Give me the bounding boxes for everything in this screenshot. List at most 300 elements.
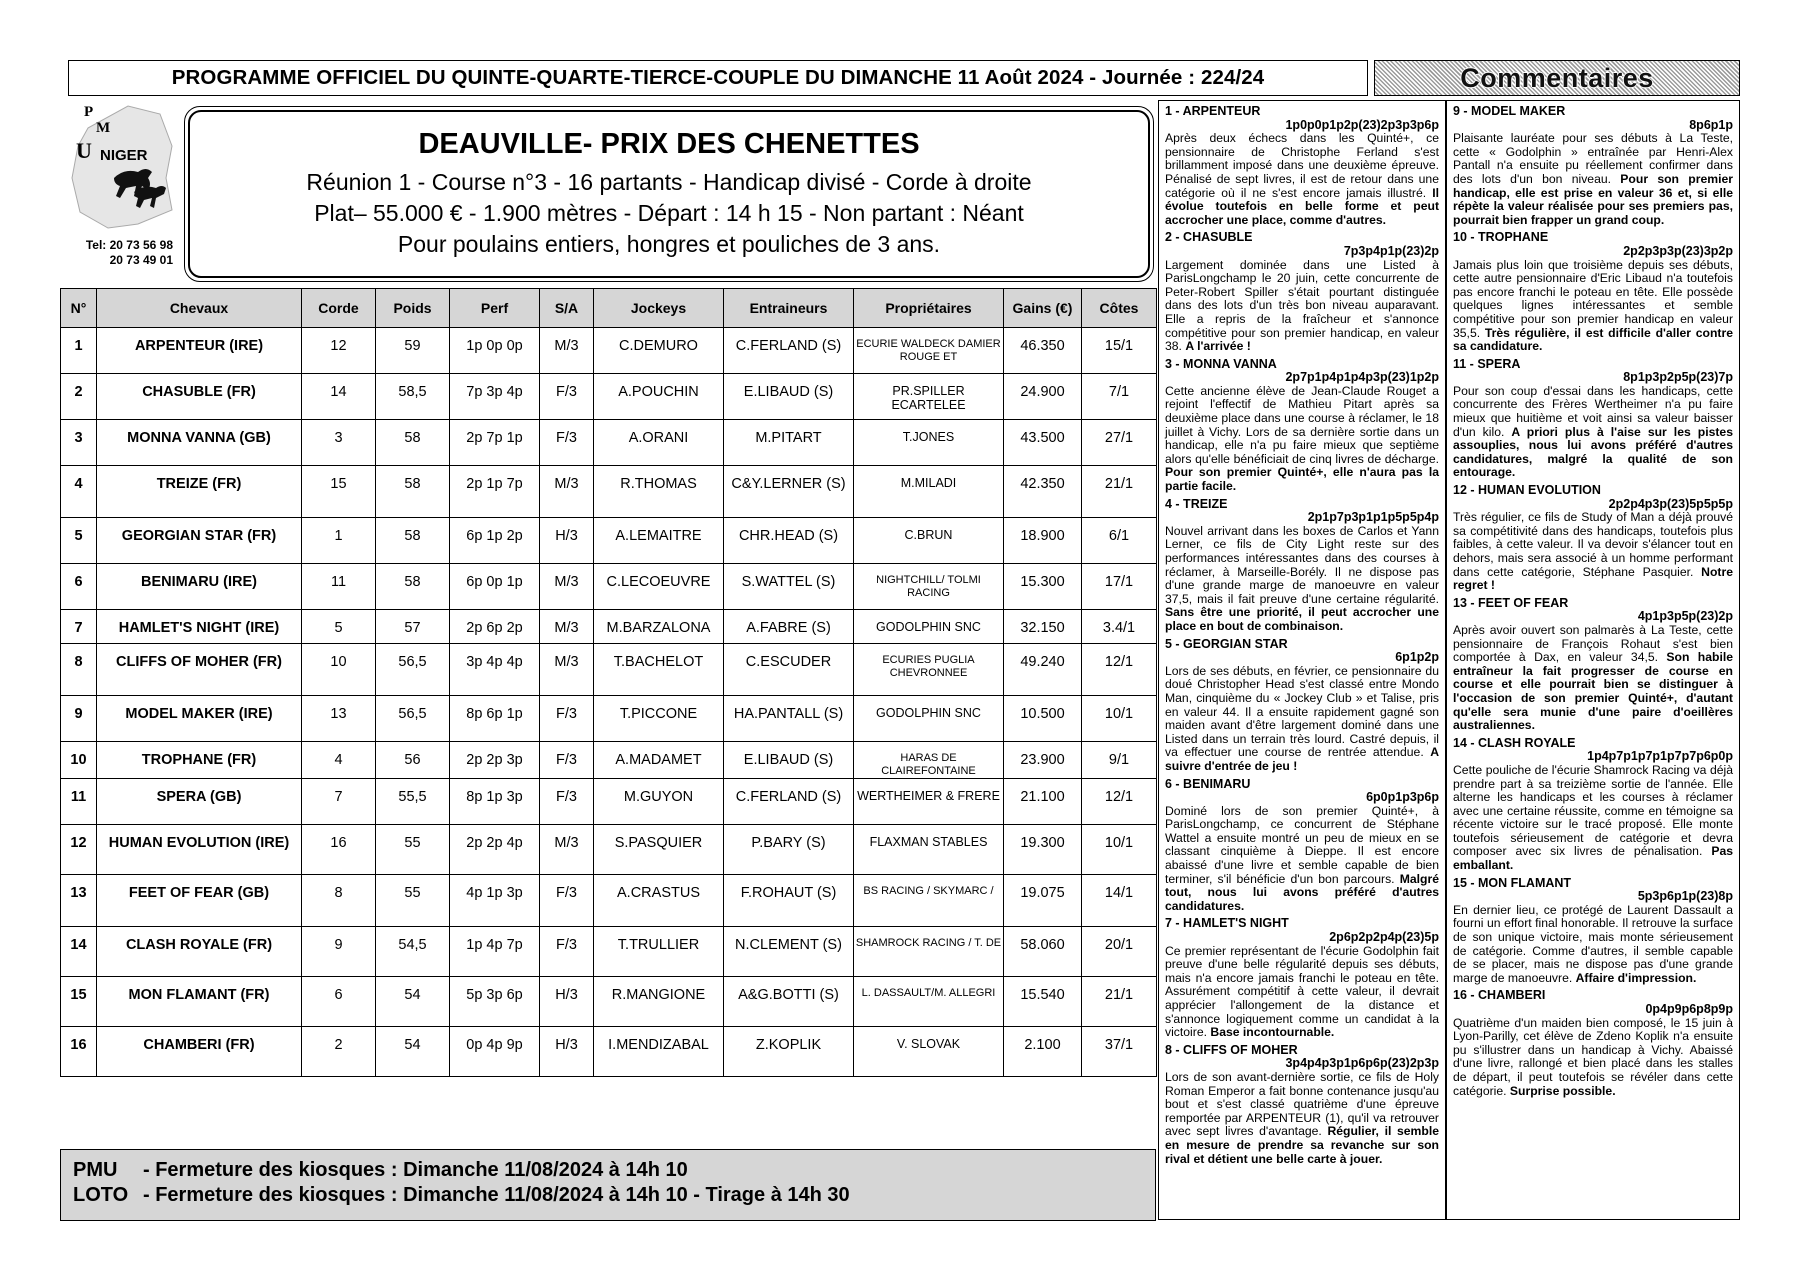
sex-age-cell: F/3 bbox=[540, 374, 594, 420]
phone-line-1: Tel: 20 73 56 98 bbox=[85, 238, 173, 252]
horse-name-cell: CLIFFS OF MOHER (FR) bbox=[97, 644, 302, 696]
comment-horse-title: 7 - HAMLET'S NIGHT bbox=[1165, 916, 1289, 931]
jockey-cell: A.LEMAITRE bbox=[594, 518, 724, 564]
cote-cell: 37/1 bbox=[1082, 1027, 1157, 1077]
comment-text: En dernier lieu, ce protégé de Laurent Dassault a fourni un effort final honorable. Il retrouve la surface de son unique victoire, mais monte sérieusement de catégorie. Comme d'autres, il semble capable de se placer, mais ne dispose pas d'une grande marge de manoeuvre. bbox=[1453, 902, 1733, 985]
col-header-poids: Poids bbox=[376, 289, 450, 328]
comment-perf-string: 7p3p4p1p(23)2p bbox=[1343, 243, 1439, 258]
table-row bbox=[61, 374, 1157, 420]
horse-name-cell: HUMAN EVOLUTION (IRE) bbox=[97, 825, 302, 875]
comment-perf-string: 6p0p1p3p6p bbox=[1366, 790, 1439, 805]
horse-name-cell: ARPENTEUR (IRE) bbox=[97, 328, 302, 374]
horse-comment bbox=[1453, 358, 1733, 480]
perf-cell: 2p 1p 7p bbox=[450, 466, 540, 518]
horse-comment bbox=[1453, 597, 1733, 733]
gains-cell: 42.350 bbox=[1004, 466, 1082, 518]
table-row bbox=[61, 927, 1157, 977]
comment-body bbox=[1453, 764, 1733, 873]
row-num-cell: 1 bbox=[61, 328, 97, 374]
jockey-cell: T.TRULLIER bbox=[594, 927, 724, 977]
poids-cell: 54 bbox=[376, 1027, 450, 1077]
corde-cell: 6 bbox=[302, 977, 376, 1027]
gains-cell: 15.540 bbox=[1004, 977, 1082, 1027]
gains-cell: 18.900 bbox=[1004, 518, 1082, 564]
trainer-cell: HA.PANTALL (S) bbox=[724, 696, 854, 742]
table-row bbox=[61, 420, 1157, 466]
row-num-cell: 12 bbox=[61, 825, 97, 875]
row-num-cell: 6 bbox=[61, 564, 97, 610]
horse-name-cell: GEORGIAN STAR (FR) bbox=[97, 518, 302, 564]
gains-cell: 46.350 bbox=[1004, 328, 1082, 374]
horse-comment bbox=[1165, 231, 1439, 353]
cote-cell: 7/1 bbox=[1082, 374, 1157, 420]
trainer-cell: A&G.BOTTI (S) bbox=[724, 977, 854, 1027]
gains-cell: 32.150 bbox=[1004, 610, 1082, 644]
poids-cell: 58,5 bbox=[376, 374, 450, 420]
perf-cell: 5p 3p 6p bbox=[450, 977, 540, 1027]
horse-comment bbox=[1165, 1044, 1439, 1166]
comment-verdict: Sans être une priorité, il peut accrocher une place en bout de combinaison. bbox=[1165, 605, 1439, 633]
table-row bbox=[61, 696, 1157, 742]
comment-perf-string: 0p4p9p6p8p9p bbox=[1645, 1002, 1733, 1016]
gains-cell: 49.240 bbox=[1004, 644, 1082, 696]
jockey-cell: A.CRASTUS bbox=[594, 875, 724, 927]
horse-name-cell: HAMLET'S NIGHT (IRE) bbox=[97, 610, 302, 644]
poids-cell: 55 bbox=[376, 875, 450, 927]
row-num-cell: 11 bbox=[61, 779, 97, 825]
cote-cell: 20/1 bbox=[1082, 927, 1157, 977]
comment-body bbox=[1453, 385, 1733, 480]
jockey-cell: A.POUCHIN bbox=[594, 374, 724, 420]
comment-perf-string: 2p2p4p3p(23)5p5p5p bbox=[1608, 496, 1733, 511]
row-num-cell: 4 bbox=[61, 466, 97, 518]
table-row bbox=[61, 875, 1157, 927]
jockey-cell: T.BACHELOT bbox=[594, 644, 724, 696]
comments-column-1 bbox=[1158, 100, 1446, 1220]
logo-p: P bbox=[84, 104, 94, 120]
gains-cell: 2.100 bbox=[1004, 1027, 1082, 1077]
owner-cell: HARAS DE CLAIREFONTAINE bbox=[854, 742, 1004, 779]
comment-body bbox=[1165, 665, 1439, 774]
horse-comment bbox=[1165, 778, 1439, 914]
perf-cell: 2p 7p 1p bbox=[450, 420, 540, 466]
comment-text: Nouvel arrivant dans les boxes de Carlos et Yann Lerner, ce fils de City Light reste sur des performances intéressantes dans des courses à réclamer, à Marseille-Borély. Il ne dispose pas d'une grande marge de manoeuvre en valeur 37,5, mais il fait preuve d'une certaine régularité. bbox=[1165, 523, 1439, 606]
comment-text: Ce premier représentant de l'écurie Godolphin fait preuve d'une belle régularité depuis ses débuts, mais n'a encore jamais franchi le poteau en tête. Assurément compétitif à cette valeur, il devrait apprécier l'allongement de la distance et s'annonce logiquement comme un candidat à la victoire. bbox=[1165, 943, 1439, 1040]
jockey-cell: I.MENDIZABAL bbox=[594, 1027, 724, 1077]
owner-cell: V. SLOVAK bbox=[854, 1027, 1004, 1077]
trainer-cell: C.FERLAND (S) bbox=[724, 779, 854, 825]
sex-age-cell: M/3 bbox=[540, 466, 594, 518]
comment-verdict: Très régulière, il est difficile d'aller contre sa candidature. bbox=[1453, 325, 1733, 354]
pmu-niger-logo bbox=[68, 100, 178, 235]
comment-body bbox=[1165, 259, 1439, 354]
table-row bbox=[61, 779, 1157, 825]
corde-cell: 7 bbox=[302, 779, 376, 825]
jockey-cell: A.MADAMET bbox=[594, 742, 724, 779]
trainer-cell: M.PITART bbox=[724, 420, 854, 466]
comment-text: Jamais plus loin que troisième depuis ses débuts, cette autre pensionnaire d'Eric Libaud n'a toutefois pas encore franchi le poteau en tête. Elle possède quelques lignes intéressantes et semble compétitive pour son premier handicap en valeur 35,5. bbox=[1453, 257, 1733, 340]
owner-cell: GODOLPHIN SNC bbox=[854, 610, 1004, 644]
comment-text: Très régulier, ce fils de Study of Man a déjà prouvé sa compétitivité dans des handicaps, toutefois plus faibles, à cette valeur. Il va devoir s'élancer tout en dehors, mais sera associé à un homme performant dans cette catégorie, Stéphane Pasquier. bbox=[1453, 510, 1733, 579]
loto-label: LOTO bbox=[73, 1184, 129, 1206]
comment-perf-string: 6p1p2p bbox=[1395, 650, 1439, 665]
perf-cell: 7p 3p 4p bbox=[450, 374, 540, 420]
trainer-cell: E.LIBAUD (S) bbox=[724, 374, 854, 420]
sex-age-cell: F/3 bbox=[540, 742, 594, 779]
horse-name-cell: BENIMARU (IRE) bbox=[97, 564, 302, 610]
comment-text: Lors de son avant-dernière sortie, ce fils de Holy Roman Emperor a fait bonne contenance jusqu'au bout et s'est classé quatrième d'une épreuve remportée par ARPENTEUR (1), qu'il va retrouver avec sept livres d'avantage. bbox=[1165, 1069, 1439, 1139]
comment-text: Cette ancienne élève de Jean-Claude Rouget a rejoint l'effectif de Mathieu Pitart après sa deuxième place dans une course à réclamer, le 18 juillet à Vichy. Lors de sa dernière sortie dans un handicap, elle n'a pu faire mieux que septième alors qu'elle bénéficiait de cinq livres de décharge. bbox=[1165, 383, 1439, 466]
perf-cell: 0p 4p 9p bbox=[450, 1027, 540, 1077]
cote-cell: 12/1 bbox=[1082, 644, 1157, 696]
kiosk-closing-footer bbox=[60, 1149, 1156, 1221]
logo-niger-text: NIGER bbox=[100, 147, 148, 164]
col-header-chevaux: Chevaux bbox=[97, 289, 302, 328]
owner-cell: BS RACING / SKYMARC / bbox=[854, 875, 1004, 927]
comment-perf-string: 2p1p7p3p1p1p5p5p4p bbox=[1307, 510, 1439, 525]
comment-body bbox=[1453, 1017, 1733, 1099]
horse-comment bbox=[1453, 105, 1733, 227]
col-header-num: N° bbox=[61, 289, 97, 328]
comment-verdict: Base incontournable. bbox=[1210, 1025, 1335, 1040]
horse-name-cell: CLASH ROYALE (FR) bbox=[97, 927, 302, 977]
comment-perf-string: 1p4p7p1p7p1p7p7p6p0p bbox=[1587, 749, 1733, 764]
poids-cell: 56 bbox=[376, 742, 450, 779]
horse-comment bbox=[1165, 917, 1439, 1039]
comment-horse-title: 14 - CLASH ROYALE bbox=[1453, 735, 1576, 750]
comment-verdict: Notre regret ! bbox=[1453, 564, 1733, 593]
comment-horse-title: 5 - GEORGIAN STAR bbox=[1165, 636, 1288, 651]
row-num-cell: 3 bbox=[61, 420, 97, 466]
trainer-cell: S.WATTEL (S) bbox=[724, 564, 854, 610]
poids-cell: 55 bbox=[376, 825, 450, 875]
jockey-cell: C.LECOEUVRE bbox=[594, 564, 724, 610]
horse-name-cell: TREIZE (FR) bbox=[97, 466, 302, 518]
corde-cell: 16 bbox=[302, 825, 376, 875]
sex-age-cell: M/3 bbox=[540, 610, 594, 644]
sex-age-cell: H/3 bbox=[540, 977, 594, 1027]
perf-cell: 8p 1p 3p bbox=[450, 779, 540, 825]
comment-body bbox=[1453, 259, 1733, 354]
table-row bbox=[61, 564, 1157, 610]
comment-verdict: Régulier, il semble en mesure de prendre sa revanche sur son rival et détient une belle carte à jouer. bbox=[1165, 1124, 1439, 1166]
gains-cell: 23.900 bbox=[1004, 742, 1082, 779]
corde-cell: 5 bbox=[302, 610, 376, 644]
sex-age-cell: H/3 bbox=[540, 1027, 594, 1077]
col-header-entraineurs: Entraineurs bbox=[724, 289, 854, 328]
perf-cell: 6p 0p 1p bbox=[450, 564, 540, 610]
poids-cell: 58 bbox=[376, 466, 450, 518]
horse-name-cell: SPERA (GB) bbox=[97, 779, 302, 825]
table-row bbox=[61, 328, 1157, 374]
col-header-gains: Gains (€) bbox=[1004, 289, 1082, 328]
owner-cell: ECURIES PUGLIA CHEVRONNEE bbox=[854, 644, 1004, 696]
sex-age-cell: H/3 bbox=[540, 518, 594, 564]
horse-name-cell: MON FLAMANT (FR) bbox=[97, 977, 302, 1027]
cote-cell: 10/1 bbox=[1082, 696, 1157, 742]
col-header-cotes: Côtes bbox=[1082, 289, 1157, 328]
perf-cell: 2p 6p 2p bbox=[450, 610, 540, 644]
sex-age-cell: F/3 bbox=[540, 420, 594, 466]
col-header-proprietaires: Propriétaires bbox=[854, 289, 1004, 328]
corde-cell: 11 bbox=[302, 564, 376, 610]
sex-age-cell: F/3 bbox=[540, 927, 594, 977]
cote-cell: 3.4/1 bbox=[1082, 610, 1157, 644]
trainer-cell: C&Y.LERNER (S) bbox=[724, 466, 854, 518]
sex-age-cell: M/3 bbox=[540, 328, 594, 374]
gains-cell: 15.300 bbox=[1004, 564, 1082, 610]
comment-body bbox=[1453, 904, 1733, 986]
comment-perf-string: 3p4p4p3p1p6p6p(23)2p3p bbox=[1285, 1056, 1439, 1071]
comment-body bbox=[1165, 525, 1439, 634]
comment-body bbox=[1165, 1071, 1439, 1166]
horse-comment bbox=[1453, 737, 1733, 873]
trainer-cell: F.ROHAUT (S) bbox=[724, 875, 854, 927]
col-header-jockeys: Jockeys bbox=[594, 289, 724, 328]
jockey-cell: M.BARZALONA bbox=[594, 610, 724, 644]
comment-body bbox=[1165, 805, 1439, 914]
row-num-cell: 9 bbox=[61, 696, 97, 742]
horse-comment bbox=[1165, 638, 1439, 774]
comment-perf-string: 2p2p3p3p(23)3p2p bbox=[1623, 243, 1733, 258]
pmu-closing-row bbox=[73, 1158, 1155, 1183]
owner-cell: NIGHTCHILL/ TOLMI RACING bbox=[854, 564, 1004, 610]
table-row bbox=[61, 742, 1157, 779]
race-line-1: Réunion 1 - Course n°3 - 16 partants - Handicap divisé - Corde à droite bbox=[306, 169, 1032, 195]
comment-horse-title: 9 - MODEL MAKER bbox=[1453, 104, 1566, 118]
comment-perf-string: 1p0p0p1p2p(23)2p3p3p6p bbox=[1285, 117, 1439, 132]
owner-cell: PR.SPILLER ECARTELEE bbox=[854, 374, 1004, 420]
perf-cell: 1p 4p 7p bbox=[450, 927, 540, 977]
horse-name-cell: FEET OF FEAR (GB) bbox=[97, 875, 302, 927]
runners-table bbox=[60, 288, 1157, 1077]
corde-cell: 9 bbox=[302, 927, 376, 977]
row-num-cell: 13 bbox=[61, 875, 97, 927]
cote-cell: 15/1 bbox=[1082, 328, 1157, 374]
corde-cell: 2 bbox=[302, 1027, 376, 1077]
race-title: DEAUVILLE- PRIX DES CHENETTES bbox=[418, 128, 920, 160]
table-row bbox=[61, 1027, 1157, 1077]
comment-body bbox=[1453, 132, 1733, 227]
owner-cell: T.JONES bbox=[854, 420, 1004, 466]
sex-age-cell: M/3 bbox=[540, 825, 594, 875]
horse-comment bbox=[1165, 358, 1439, 494]
corde-cell: 14 bbox=[302, 374, 376, 420]
table-row bbox=[61, 610, 1157, 644]
comment-horse-title: 15 - MON FLAMANT bbox=[1453, 875, 1572, 890]
trainer-cell: C.FERLAND (S) bbox=[724, 328, 854, 374]
sex-age-cell: F/3 bbox=[540, 779, 594, 825]
gains-cell: 24.900 bbox=[1004, 374, 1082, 420]
comment-verdict: Surprise possible. bbox=[1509, 1083, 1616, 1098]
loto-closing-row bbox=[73, 1183, 1155, 1208]
owner-cell: GODOLPHIN SNC bbox=[854, 696, 1004, 742]
comment-body bbox=[1453, 511, 1733, 593]
perf-cell: 3p 4p 4p bbox=[450, 644, 540, 696]
poids-cell: 54 bbox=[376, 977, 450, 1027]
gains-cell: 19.300 bbox=[1004, 825, 1082, 875]
horse-name-cell: CHAMBERI (FR) bbox=[97, 1027, 302, 1077]
row-num-cell: 10 bbox=[61, 742, 97, 779]
cote-cell: 6/1 bbox=[1082, 518, 1157, 564]
race-line-3: Pour poulains entiers, hongres et pouliches de 3 ans. bbox=[397, 231, 941, 257]
horse-name-cell: CHASUBLE (FR) bbox=[97, 374, 302, 420]
comment-verdict: Pour son premier handicap, elle est prise en valeur 36 et, si elle répète la valeur réalisée pour ses premiers pas, pourrait bien frapper un grand coup. bbox=[1453, 171, 1733, 227]
gains-cell: 43.500 bbox=[1004, 420, 1082, 466]
horse-comment bbox=[1453, 989, 1733, 1098]
race-info-box bbox=[184, 106, 1154, 282]
corde-cell: 1 bbox=[302, 518, 376, 564]
horse-comment bbox=[1165, 105, 1439, 227]
trainer-cell: C.ESCUDER bbox=[724, 644, 854, 696]
perf-cell: 2p 2p 4p bbox=[450, 825, 540, 875]
row-num-cell: 15 bbox=[61, 977, 97, 1027]
horse-comment bbox=[1453, 877, 1733, 986]
comment-verdict: Son habile entraîneur la fait progresser de course en course et elle pourrait bien se distinguer à l'occasion de son premier Quinté+, d'autant qu'elle sera munie d'une paire d'oeillères australiennes. bbox=[1453, 650, 1733, 733]
comment-horse-title: 4 - TREIZE bbox=[1165, 496, 1228, 511]
poids-cell: 57 bbox=[376, 610, 450, 644]
table-row bbox=[61, 644, 1157, 696]
cote-cell: 9/1 bbox=[1082, 742, 1157, 779]
owner-cell: FLAXMAN STABLES bbox=[854, 825, 1004, 875]
owner-cell: L. DASSAULT/M. ALLEGRI bbox=[854, 977, 1004, 1027]
corde-cell: 13 bbox=[302, 696, 376, 742]
trainer-cell: E.LIBAUD (S) bbox=[724, 742, 854, 779]
horse-comment bbox=[1453, 484, 1733, 593]
row-num-cell: 8 bbox=[61, 644, 97, 696]
programme-title: PROGRAMME OFFICIEL DU QUINTE-QUARTE-TIERCE-COUPLE DU DIMANCHE 11 Août 2024 - Journée : 224/24 bbox=[68, 60, 1368, 96]
poids-cell: 56,5 bbox=[376, 696, 450, 742]
cote-cell: 27/1 bbox=[1082, 420, 1157, 466]
owner-cell: SHAMROCK RACING / T. DE bbox=[854, 927, 1004, 977]
horse-name-cell: TROPHANE (FR) bbox=[97, 742, 302, 779]
comment-verdict: A priori plus à l'aise sur les pistes assouplies, nous lui avons préféré d'autres candidatures, malgré la qualité de son entourage. bbox=[1453, 424, 1733, 480]
phone-numbers bbox=[68, 238, 173, 268]
comment-perf-string: 8p1p3p2p5p(23)7p bbox=[1623, 370, 1733, 385]
comment-horse-title: 16 - CHAMBERI bbox=[1453, 988, 1546, 1003]
comment-text: Plaisante lauréate pour ses débuts à La Teste, cette « Godolphin » entraînée par Henri-Alex Pantall n'a ensuite pu réellement confirmer dans des lots d'un bon niveau. bbox=[1453, 131, 1733, 186]
trainer-cell: Z.KOPLIK bbox=[724, 1027, 854, 1077]
jockey-cell: R.THOMAS bbox=[594, 466, 724, 518]
jockey-cell: M.GUYON bbox=[594, 779, 724, 825]
comment-perf-string: 5p3p6p1p(23)8p bbox=[1637, 889, 1733, 904]
perf-cell: 2p 2p 3p bbox=[450, 742, 540, 779]
col-header-sa: S/A bbox=[540, 289, 594, 328]
poids-cell: 58 bbox=[376, 420, 450, 466]
pmu-label: PMU bbox=[73, 1159, 118, 1181]
trainer-cell: CHR.HEAD (S) bbox=[724, 518, 854, 564]
sex-age-cell: M/3 bbox=[540, 644, 594, 696]
jockey-cell: A.ORANI bbox=[594, 420, 724, 466]
row-num-cell: 16 bbox=[61, 1027, 97, 1077]
comment-text: Après deux échecs dans les Quinté+, ce pensionnaire de Christophe Ferland s'est brillamment imposé dans une deuxième épreuve. Pénalisé de sept livres, il est de retour dans une catégorie où il ne s'est encore jamais illustré. bbox=[1165, 131, 1439, 200]
comment-verdict: A suivre d'entrée de jeu ! bbox=[1165, 745, 1440, 773]
perf-cell: 4p 1p 3p bbox=[450, 875, 540, 927]
cote-cell: 12/1 bbox=[1082, 779, 1157, 825]
comment-verdict: Pour son premier Quinté+, elle n'aura pas la partie facile. bbox=[1165, 465, 1439, 494]
sex-age-cell: F/3 bbox=[540, 696, 594, 742]
comment-perf-string: 4p1p3p5p(23)2p bbox=[1637, 609, 1733, 624]
comment-perf-string: 2p7p1p4p1p4p3p(23)1p2p bbox=[1285, 370, 1439, 385]
comment-horse-title: 3 - MONNA VANNA bbox=[1165, 356, 1277, 371]
owner-cell: M.MILADI bbox=[854, 466, 1004, 518]
comment-text: Largement dominée dans une Listed à ParisLongchamp le 20 juin, cette concurrente de Peter-Robert Spiller s'était pourtant distinguée dans des lots d'un très bon niveau auparavant. Elle a repris de la fraîcheur et s'annonce compétitive pour son premier handicap, en valeur 38. bbox=[1165, 257, 1439, 354]
cote-cell: 17/1 bbox=[1082, 564, 1157, 610]
owner-cell: C.BRUN bbox=[854, 518, 1004, 564]
comment-horse-title: 1 - ARPENTEUR bbox=[1165, 104, 1261, 118]
pmu-closing-text: - Fermeture des kiosques : Dimanche 11/08/2024 à 14h 10 bbox=[143, 1159, 688, 1181]
row-num-cell: 2 bbox=[61, 374, 97, 420]
cote-cell: 10/1 bbox=[1082, 825, 1157, 875]
perf-cell: 1p 0p 0p bbox=[450, 328, 540, 374]
comment-text: Cette pouliche de l'écurie Shamrock Racing va déjà prendre part à sa treizième sortie de l'année. Elle alterne les handicaps et les courses à réclamer avec une certaine réussite, comme en témoigne sa récente victoire sur le tracé proposé. Elle monte toutefois sérieusement de catégorie et devra composer avec six livres de pénalisation. bbox=[1453, 762, 1733, 859]
comment-horse-title: 10 - TROPHANE bbox=[1453, 230, 1549, 245]
horse-comment bbox=[1453, 231, 1733, 353]
owner-cell: ECURIE WALDECK DAMIER ROUGE ET bbox=[854, 328, 1004, 374]
cote-cell: 14/1 bbox=[1082, 875, 1157, 927]
gains-cell: 21.100 bbox=[1004, 779, 1082, 825]
cote-cell: 21/1 bbox=[1082, 977, 1157, 1027]
comment-body bbox=[1165, 132, 1439, 227]
corde-cell: 8 bbox=[302, 875, 376, 927]
comment-body bbox=[1453, 624, 1733, 733]
sex-age-cell: F/3 bbox=[540, 875, 594, 927]
trainer-cell: N.CLEMENT (S) bbox=[724, 927, 854, 977]
loto-closing-text: - Fermeture des kiosques : Dimanche 11/08/2024 à 14h 10 - Tirage à 14h 30 bbox=[143, 1184, 850, 1206]
comment-text: Quatrième d'un maiden bien composé, le 15 juin à Lyon-Parilly, cet élève de Zdeno Koplik n'a ensuite pu s'illustrer dans un handicap à Vichy. Abaissé d'une livre, rallongé et bien placé dans les stalles de départ, il peut toutefois se révéler dans cette catégorie. bbox=[1453, 1015, 1733, 1098]
comment-text: Après avoir ouvert son palmarès à La Teste, cette pensionnaire de François Rohaut s'est bien comportée à Dax, en valeur 34,5. bbox=[1453, 622, 1733, 665]
comment-text: Dominé lors de son premier Quinté+, à ParisLongchamp, ce concurrent de Stéphane Wattel a ensuite montré un peu de mieux en se classant cinquième à Dieppe. Il est encore abaissé d'une livre et semble capable de bien terminer, s'il bénéficie d'un bon parcours. bbox=[1165, 803, 1439, 886]
table-row bbox=[61, 518, 1157, 564]
row-num-cell: 14 bbox=[61, 927, 97, 977]
jockey-cell: T.PICCONE bbox=[594, 696, 724, 742]
sex-age-cell: M/3 bbox=[540, 564, 594, 610]
comment-horse-title: 11 - SPERA bbox=[1453, 356, 1521, 371]
row-num-cell: 5 bbox=[61, 518, 97, 564]
horse-comment bbox=[1165, 498, 1439, 634]
comment-perf-string: 8p6p1p bbox=[1689, 117, 1733, 132]
cote-cell: 21/1 bbox=[1082, 466, 1157, 518]
table-row bbox=[61, 466, 1157, 518]
logo-m: M bbox=[96, 120, 111, 136]
poids-cell: 58 bbox=[376, 518, 450, 564]
owner-cell: WERTHEIMER & FRERE bbox=[854, 779, 1004, 825]
table-row bbox=[61, 977, 1157, 1027]
comment-verdict: Il évolue toutefois en belle forme et peut accrocher une place, comme d'autres. bbox=[1165, 185, 1439, 227]
comments-column-2 bbox=[1446, 100, 1740, 1220]
comment-verdict: Pas emballant. bbox=[1453, 844, 1734, 873]
poids-cell: 58 bbox=[376, 564, 450, 610]
commentaires-header bbox=[1374, 60, 1740, 96]
comment-perf-string: 2p6p2p2p4p(23)5p bbox=[1329, 930, 1439, 945]
gains-cell: 10.500 bbox=[1004, 696, 1082, 742]
comment-body bbox=[1165, 945, 1439, 1040]
poids-cell: 55,5 bbox=[376, 779, 450, 825]
horse-name-cell: MODEL MAKER (IRE) bbox=[97, 696, 302, 742]
poids-cell: 54,5 bbox=[376, 927, 450, 977]
corde-cell: 3 bbox=[302, 420, 376, 466]
poids-cell: 56,5 bbox=[376, 644, 450, 696]
phone-line-2: 20 73 49 01 bbox=[109, 253, 173, 267]
table-header-row bbox=[61, 289, 1157, 328]
col-header-corde: Corde bbox=[302, 289, 376, 328]
table-row bbox=[61, 825, 1157, 875]
comment-body bbox=[1165, 385, 1439, 494]
comment-text: Pour son coup d'essai dans les handicaps, cette concurrente des Frères Wertheimer n'a pu faire mieux que huitième et voit ainsi sa valeur baisser d'un kilo. bbox=[1453, 383, 1733, 439]
comment-verdict: A l'arrivée ! bbox=[1185, 339, 1251, 354]
race-line-2: Plat– 55.000 € - 1.900 mètres - Départ : 14 h 15 - Non partant : Néant bbox=[314, 200, 1024, 226]
comment-verdict: Affaire d'impression. bbox=[1575, 970, 1697, 985]
